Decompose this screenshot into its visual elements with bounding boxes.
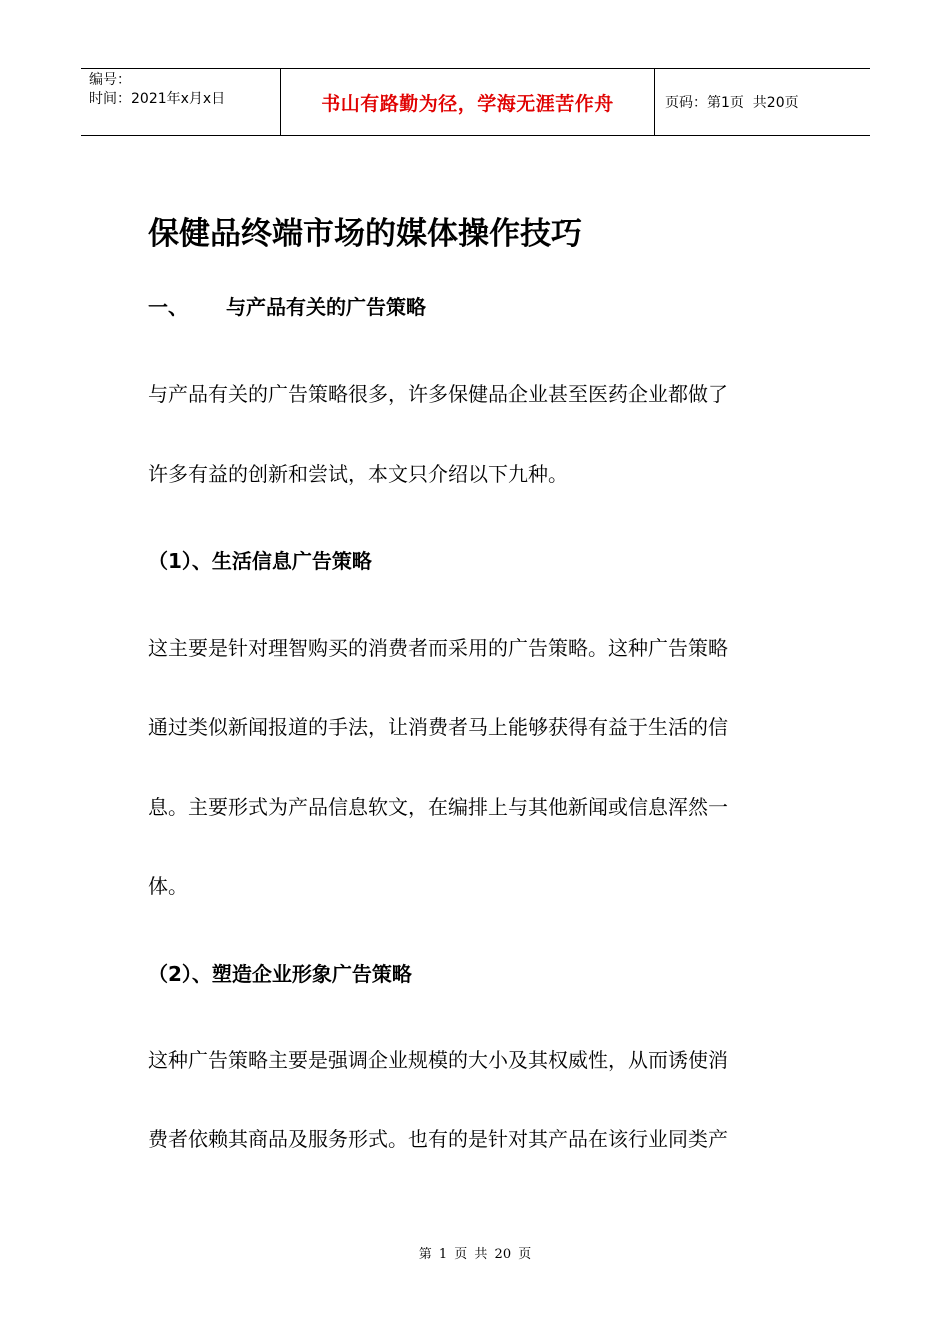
page-info: 页码：第1页 共20页 [665,95,799,111]
paragraph-line: 与产品有关的广告策略很多，许多保健品企业甚至医药企业都做了 [148,382,728,406]
header-motto-cell [281,69,655,135]
paragraph-line: 息。主要形式为产品信息软文，在编排上与其他新闻或信息浑然一 [148,795,728,819]
paragraph-line: 费者依赖其商品及服务形式。也有的是针对其产品在该行业同类产 [148,1127,728,1151]
page-footer: 第 1 页 共 20 页 [418,1247,532,1262]
document-title: 保健品终端市场的媒体操作技巧 [148,216,582,252]
paragraph-line: 这种广告策略主要是强调企业规模的大小及其权威性，从而诱使消 [148,1048,728,1072]
motto-text: 书山有路勤为径，学海无涯苦作舟 [321,92,614,115]
section-number: 一、 [148,295,188,319]
number-label: 编号： [89,72,131,88]
header-meta-cell [81,69,281,135]
date-label: 时间：2021年x月x日 [89,91,226,107]
paragraph-line: 这主要是针对理智购买的消费者而采用的广告策略。这种广告策略 [148,636,728,660]
paragraph-line: 通过类似新闻报道的手法，让消费者马上能够获得有益于生活的信 [148,715,728,739]
paragraph-line: 体。 [148,874,188,898]
subsection-heading: （1）、生活信息广告策略 [148,549,372,573]
section-title: 与产品有关的广告策略 [226,295,426,319]
paragraph-line: 许多有益的创新和尝试，本文只介绍以下九种。 [148,462,568,486]
section-heading [148,294,426,320]
subsection-heading: （2）、塑造企业形象广告策略 [148,962,412,986]
page-header [81,68,870,136]
header-page-cell [655,69,870,135]
